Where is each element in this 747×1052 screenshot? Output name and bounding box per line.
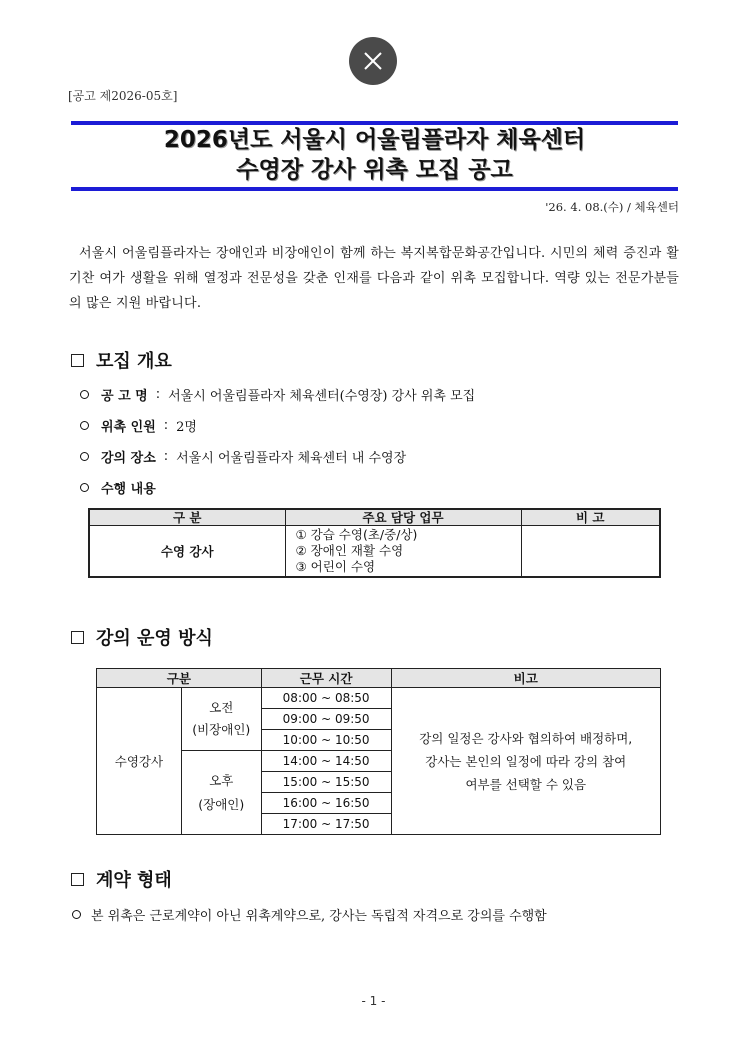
title-rule-bottom bbox=[71, 187, 678, 191]
dateline: '26. 4. 08.(수) / 체육센터 bbox=[545, 200, 679, 214]
checkbox-icon bbox=[71, 873, 84, 886]
schedule-table bbox=[96, 668, 661, 835]
time-slot: 09:00 ~ 09:50 bbox=[261, 709, 391, 730]
note-line: 여부를 선택할 수 있음 bbox=[465, 776, 587, 792]
pm-sub: (장애인) bbox=[198, 796, 245, 812]
note-cell bbox=[521, 526, 660, 578]
schedule-note bbox=[391, 688, 661, 835]
time-slot: 08:00 ~ 08:50 bbox=[261, 688, 391, 709]
section-contract-heading: 계약 형태 bbox=[71, 866, 172, 892]
time-slot: 17:00 ~ 17:50 bbox=[261, 814, 391, 835]
role-cell: 수영 강사 bbox=[89, 526, 285, 578]
am-label: 오전 bbox=[209, 700, 234, 715]
column-header: 비 고 bbox=[521, 509, 660, 526]
contract-text: 본 위촉은 근로계약이 아닌 위촉계약으로, 강사는 독립적 자격으로 강의를 수행함 bbox=[91, 909, 547, 924]
contract-text-row bbox=[72, 905, 547, 924]
time-slot: 14:00 ~ 14:50 bbox=[261, 751, 391, 772]
overview-item-count: 위촉 인원 : 2명 bbox=[80, 416, 197, 435]
table-row bbox=[97, 688, 661, 709]
overview-item-duties: 수행 내용 bbox=[80, 478, 156, 497]
close-icon bbox=[361, 49, 385, 73]
column-header: 주요 담당 업무 bbox=[285, 509, 521, 526]
circle-bullet-icon bbox=[72, 910, 81, 919]
page-title bbox=[71, 125, 678, 185]
table-header-row bbox=[97, 669, 661, 688]
close-button[interactable] bbox=[349, 37, 397, 85]
table-row bbox=[89, 526, 660, 578]
table-header-row bbox=[89, 509, 660, 526]
column-header: 비고 bbox=[391, 669, 661, 688]
section-operation-heading: 강의 운영 방식 bbox=[71, 624, 213, 650]
am-cell bbox=[181, 688, 261, 751]
duty-item: ② 장애인 재활 수영 bbox=[295, 543, 404, 558]
overview-item-title: 공 고 명 : 서울시 어울림플라자 체육센터(수영장) 강사 위촉 모집 bbox=[80, 385, 475, 404]
checkbox-icon bbox=[71, 631, 84, 644]
notice-number: [공고 제2026-05호] bbox=[68, 89, 178, 103]
time-slot: 16:00 ~ 16:50 bbox=[261, 793, 391, 814]
intro-paragraph: 서울시 어울림플라자는 장애인과 비장애인이 함께 하는 복지복합문화공간입니다. 시민의 체력 증진과 활기찬 여가 생활을 위해 열정과 전문성을 갖춘 인재를 다음과 같이 위촉 모집합니다. 역량 있는 전문가분들의 많은 지원 바랍니다. bbox=[69, 246, 679, 311]
duty-table bbox=[88, 508, 661, 578]
page-number: - 1 - bbox=[361, 994, 386, 1008]
time-slot: 10:00 ~ 10:50 bbox=[261, 730, 391, 751]
circle-bullet-icon bbox=[80, 483, 89, 492]
column-header: 구 분 bbox=[89, 509, 285, 526]
duty-item: ③ 어린이 수영 bbox=[295, 559, 376, 574]
circle-bullet-icon bbox=[80, 390, 89, 399]
duty-item: ① 강습 수영(초/중/상) bbox=[295, 527, 418, 542]
time-slot: 15:00 ~ 15:50 bbox=[261, 772, 391, 793]
circle-bullet-icon bbox=[80, 452, 89, 461]
duty-cell bbox=[285, 526, 521, 578]
overview-item-place: 강의 장소 : 서울시 어울림플라자 체육센터 내 수영장 bbox=[80, 447, 406, 466]
title-line-2: 수영장 강사 위촉 모집 공고 bbox=[236, 157, 513, 183]
am-sub: (비장애인) bbox=[192, 722, 251, 737]
circle-bullet-icon bbox=[80, 421, 89, 430]
role-cell: 수영강사 bbox=[97, 688, 182, 835]
section-overview-heading: 모집 개요 bbox=[71, 347, 172, 373]
pm-cell bbox=[181, 751, 261, 835]
column-header: 근무 시간 bbox=[261, 669, 391, 688]
checkbox-icon bbox=[71, 354, 84, 367]
title-line-1: 2026년도 서울시 어울림플라자 체육센터 bbox=[163, 127, 586, 153]
note-line: 강사는 본인의 일정에 따라 강의 참여 bbox=[425, 753, 627, 769]
note-line: 강의 일정은 강사와 협의하여 배정하며, bbox=[419, 730, 633, 746]
pm-label: 오후 bbox=[209, 772, 234, 788]
column-header: 구분 bbox=[97, 669, 262, 688]
